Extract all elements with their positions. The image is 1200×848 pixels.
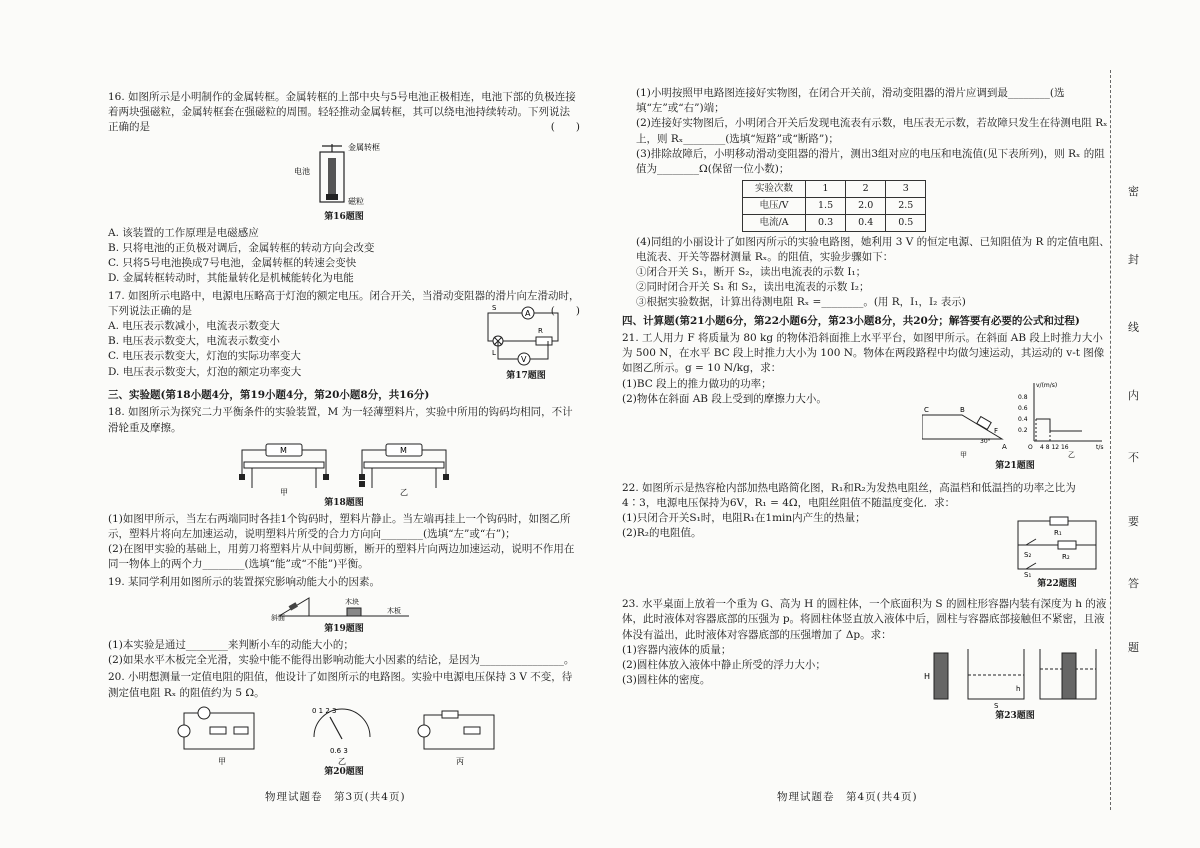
table-header-row (743, 181, 926, 198)
q17-caption: 第17题图 (506, 371, 546, 382)
q21-figure (922, 379, 1108, 473)
q23-part-2: (2)圆柱体放入液体中静止所受的浮力大小； (622, 658, 826, 671)
side-char: 内 (1128, 389, 1139, 402)
q23-figure (920, 645, 1110, 723)
question-22 (622, 481, 1110, 593)
q20-label-jia: 甲 (218, 756, 226, 765)
table-cell: 0.5 (886, 214, 926, 231)
q23-part-1: (1)容器内液体的质量； (622, 643, 732, 656)
q21-y-tick: 0.4 (1018, 415, 1028, 423)
q20-data-table (742, 180, 926, 231)
table-cell: 电流/A (743, 214, 806, 231)
question-18 (108, 405, 580, 572)
q23-stem: 23. 水平桌面上放着一个重为 G、高为 H 的圆柱体，一个底面积为 S 的圆柱形容器内装有深度为 h 的液体，此时液体对容器底部的压强为 p。将圆柱体竖直放入液体中后，圆柱与容器底部接触但不紧密，且液体没有溢出，此时液体对容器底部的压强增加了 Δp。求： (622, 598, 1107, 641)
question-20 (108, 670, 580, 778)
q22-label-s2: S₂ (1024, 551, 1032, 560)
q23-cylinder-container-diagram (920, 645, 1110, 709)
q17-option-c: C. 电压表示数变大，灯泡的实际功率变大 (108, 350, 301, 363)
side-char: 要 (1128, 515, 1139, 528)
q16-figure (108, 138, 580, 224)
q21-x-ticks: 4 8 12 16 (1040, 443, 1069, 451)
q16-answer-paren: ( ) (550, 121, 580, 134)
q20-step-3: ③根据实验数据，计算出待测电阻 Rₓ =________。(用 R，I₁，I₂ 表示) (636, 296, 966, 309)
q17-resistor-label: R (538, 327, 543, 336)
q20-part-4: (4)同组的小丽设计了如图丙所示的实验电路图，她利用 3 V 的恒定电源、已知阻值为 R 的定值电阻、电流表、开关等器材测量 Rₓ。的阻值，实验步骤如下： (636, 235, 1110, 263)
q22-figure (1012, 513, 1102, 591)
table-cell: 1.5 (806, 198, 846, 215)
q21-part-2: (2)物体在斜面 AB 段上受到的摩擦力大小。 (622, 392, 827, 405)
q21-label-jia: 甲 (960, 450, 967, 459)
q22-part-2: (2)R₂的电阻值。 (622, 527, 702, 540)
q19-stem: 19. 某同学利用如图所示的装置探究影响动能大小的因素。 (108, 575, 381, 588)
q22-part-1: (1)只闭合开关S₁时，电阻R₁在1min内产生的热量； (622, 512, 866, 525)
q16-option-a: A. 该装置的工作原理是电磁感应 (108, 226, 259, 239)
q20-meter-ticks: 0 1 2 3 (312, 706, 337, 715)
q18-label-jia: 甲 (280, 487, 288, 496)
q18-stem: 18. 如图所示为探究二力平衡条件的实验装置，M 为一轻薄塑料片，实验中所用的钩码均相同，不计滑轮重及摩擦。 (108, 406, 573, 434)
question-19 (108, 575, 580, 669)
q16-option-c: C. 只将5号电池换成7号电池，金属转框的转速会变快 (108, 257, 357, 270)
q19-part-2: (2)如果水平木板完全光滑，实验中能不能得出影响动能大小因素的结论，是因为________________。 (108, 654, 575, 667)
table-header-cell: 2 (846, 181, 886, 198)
binding-margin-notice (1128, 0, 1148, 848)
question-21 (622, 331, 1110, 475)
q21-caption: 第21题图 (995, 460, 1035, 471)
table-header-cell: 实验次数 (743, 181, 806, 198)
q17-switch-label: S (492, 304, 497, 313)
q19-part-1: (1)本实验是通过________来判断小车的动能大小的； (108, 638, 354, 651)
q17-ammeter-label: A (525, 309, 531, 319)
q18-m-label-b: M (400, 445, 407, 455)
q17-option-a: A. 电压表示数减小，电流表示数变大 (108, 320, 280, 333)
q17-figure (478, 301, 574, 383)
section-3-title: 三、实验题(第18小题4分，第19小题4分，第20小题8分，共16分) (108, 389, 430, 402)
q16-option-b: B. 只将电池的正负极对调后，金属转框的转动方向会改变 (108, 241, 375, 254)
q18-part-2: (2)在图甲实验的基础上，用剪刀将塑料片从中间剪断，断开的塑料片向两边加速运动，说明不作用在同一物体上的两个力________(选填“能”或“不能”)平衡。 (108, 543, 575, 571)
q20-caption: 第20题图 (324, 766, 364, 777)
table-cell: 2.5 (886, 198, 926, 215)
table-header-cell: 3 (886, 181, 926, 198)
q21-origin: O (1028, 443, 1033, 451)
q17-option-d: D. 电压表示数变大，灯泡的额定功率变大 (108, 365, 302, 378)
q21-slope-and-vt-diagram (922, 379, 1108, 459)
q20-step-1: ①闭合开关 S₁，断开 S₂，读出电流表的示数 I₁； (636, 266, 867, 279)
q21-label-a: A (1002, 442, 1007, 451)
q17-voltmeter-label: V (521, 355, 527, 365)
table-cell: 电压/V (743, 198, 806, 215)
q19-label-block: 木块 (345, 597, 359, 606)
q23-caption: 第23题图 (995, 710, 1035, 721)
q21-label-b: B (960, 405, 965, 414)
q20-figure (108, 703, 580, 779)
q21-t-axis-label: t/s (1096, 443, 1104, 451)
q21-y-tick: 0.2 (1018, 426, 1028, 434)
q20-label-bing: 丙 (456, 756, 464, 765)
q19-label-slope: 斜面 (271, 613, 285, 622)
q22-caption: 第22题图 (1037, 579, 1077, 590)
table-row (743, 198, 926, 215)
question-16 (108, 90, 580, 287)
q16-label-magnet: 磁粒 (348, 196, 364, 206)
q16-caption: 第16题图 (324, 211, 364, 222)
q23-part-3: (3)圆柱体的密度。 (622, 674, 711, 687)
q18-part-1: (1)如图甲所示，当左右两端同时各挂1个钩码时，塑料片静止。当左端再挂上一个钩码时，如图乙所示，塑料片将向左加速运动，说明塑料片所受的合力方向向________(选填“左”或“右”)； (108, 512, 571, 540)
q19-label-board: 木板 (387, 606, 401, 615)
q16-battery-frame-diagram (264, 138, 424, 210)
q16-option-d: D. 金属转框转动时，其能量转化是机械能转化为电能 (108, 272, 354, 285)
section-4-title: 四、计算题(第21小题6分，第22小题6分，第23小题8分，共20分；解答要有必要的公式和过程) (622, 314, 1080, 327)
side-char: 线 (1128, 321, 1139, 334)
q19-slope-diagram (269, 592, 419, 622)
q22-heating-circuit-diagram (1012, 513, 1102, 577)
question-23 (622, 597, 1110, 725)
table-cell: 2.0 (846, 198, 886, 215)
q23-label-s: S (994, 701, 999, 709)
q21-label-f: F (994, 426, 999, 435)
side-char: 封 (1128, 253, 1139, 266)
q20-step-2: ②同时闭合开关 S₁ 和 S₂，读出电流表的示数 I₂； (636, 281, 870, 294)
left-page-footer: 物理试题卷 第3页(共4页) (265, 791, 406, 803)
table-header-cell: 1 (806, 181, 846, 198)
q18-caption: 第18题图 (324, 497, 364, 508)
q16-stem: 16. 如图所示是小明制作的金属转框。金属转框的上部中央与5号电池正极相连，电池下部的负极连接着两块强磁粒，金属转框套在强磁粒的周围。轻轻推动金属转框，其可以绕电池持续转动。下列说法正确的是 (108, 91, 576, 134)
q20-part-1: (1)小明按照甲电路图连接好实物图，在闭合开关前，滑动变阻器的滑片应调到最________(选填“左”或“右”)端； (636, 87, 1065, 115)
q21-v-axis-label: v/(m/s) (1036, 381, 1058, 389)
q21-part-1: (1)BC 段上的推力做功的功率； (622, 377, 772, 390)
q18-m-label-a: M (280, 445, 287, 455)
q18-label-yi: 乙 (400, 487, 408, 496)
q20-meter-range: 0.6 3 (330, 746, 348, 755)
q21-stem: 21. 工人用力 F 将质量为 80 kg 的物体沿斜面推上水平平台，如图甲所示。在斜面 AB 段上时推力大小为 500 N，在水平 BC 段上时推力大小为 100 N。物体在两段路程中均做匀速运动，其运动的 v-t 图像如图乙所示。g = 10 N/kg，求： (622, 331, 1105, 375)
q20-part-2: (2)连接好实物图后，小明闭合开关后发现电流表有示数，电压表无示数，若故障只发生在待测电阻 Rₓ 上，则 Rₓ________(选填“短路”或“断路”)； (636, 117, 1108, 145)
table-row (743, 214, 926, 231)
q21-angle: 30° (980, 437, 991, 445)
q22-label-r1: R₁ (1054, 529, 1062, 538)
q21-y-tick: 0.8 (1018, 393, 1028, 401)
side-char: 题 (1128, 641, 1139, 654)
q23-label-big-h: H (924, 671, 931, 681)
side-char: 答 (1128, 577, 1139, 590)
q23-label-small-h: h (1016, 684, 1021, 693)
side-char: 不 (1128, 451, 1139, 464)
q20-stem: 20. 小明想测量一定值电阻的阻值，他设计了如图所示的电路图。实验中电源电压保持 3 V 不变，待测定值电阻 Rₓ 的阻值约为 5 Ω。 (108, 671, 573, 699)
q19-caption: 第19题图 (324, 623, 364, 634)
q22-stem: 22. 如图所示是热容枪内部加热电路简化图，R₁和R₂为发热电阻丝，高温档和低温挡的功率之比为4∶3，电源电压保持为6V，R₁ = 4Ω，电阻丝阻值不随温度变化．求： (622, 481, 1076, 509)
q20-label-yi: 乙 (338, 756, 346, 765)
q20-circuits-diagram (164, 703, 524, 765)
question-17 (108, 289, 580, 385)
q17-circuit-diagram (478, 301, 574, 369)
q21-label-yi: 乙 (1068, 450, 1075, 459)
q22-label-s1: S₁ (1024, 571, 1032, 578)
q21-y-tick: 0.6 (1018, 404, 1028, 412)
q21-label-c: C (924, 405, 929, 414)
binding-dashed-line (1110, 70, 1111, 810)
side-char: 密 (1128, 185, 1139, 198)
table-cell: 0.4 (846, 214, 886, 231)
left-column (108, 88, 580, 781)
right-page-footer: 物理试题卷 第4页(共4页) (777, 791, 918, 803)
q20-part-3: (3)排除故障后，小明移动滑动变阻器的滑片，测出3组对应的电压和电流值(见下表所列)，则 Rₓ 的阻值为________Ω(保留一位小数)； (636, 147, 1105, 176)
q16-label-frame: 金属转框 (348, 142, 380, 152)
q17-lamp-label: L (492, 349, 496, 358)
q19-figure (108, 592, 580, 636)
right-column (622, 86, 1110, 725)
q17-stem: 17. 如图所示电路中，电源电压略高于灯泡的额定电压。闭合开关，当滑动变阻器的滑片向左滑动时，下列说法正确的是 (108, 289, 580, 317)
q16-label-battery: 电池 (294, 166, 310, 176)
q17-option-b: B. 电压表示数变大，电流表示数变小 (108, 335, 280, 348)
q22-label-r2: R₂ (1062, 553, 1070, 562)
q17-answer-paren: ( ) (550, 304, 580, 317)
q18-balance-apparatus-diagram (224, 438, 464, 496)
table-cell: 0.3 (806, 214, 846, 231)
q18-figure (108, 438, 580, 510)
